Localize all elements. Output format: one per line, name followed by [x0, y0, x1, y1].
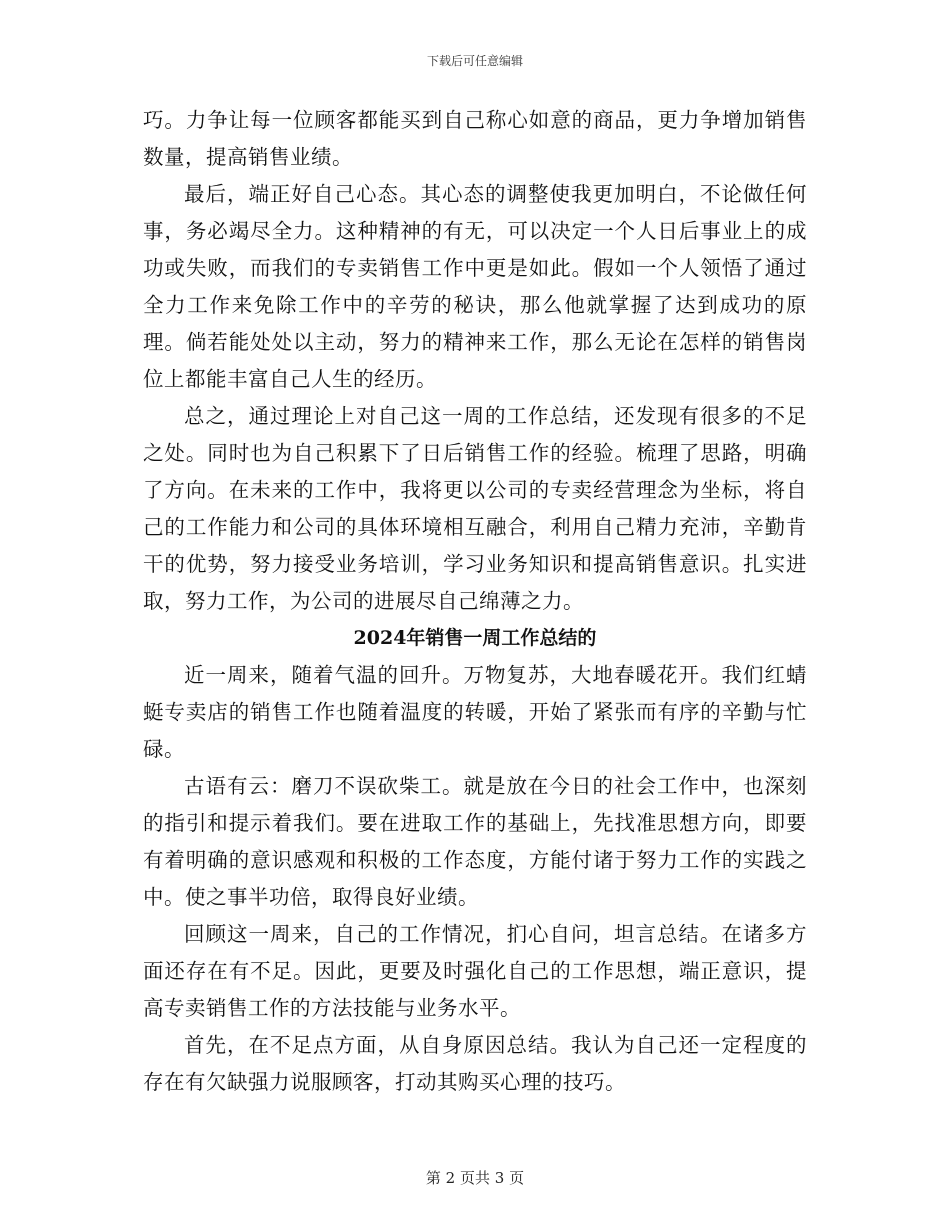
- paragraph: 回顾这一周来，自己的工作情况，扪心自问，坦言总结。在诸多方面还存在有不足。因此，更要及时强化自己的工作思想，端正意识，提高专卖销售工作的方法技能与业务水平。: [143, 922, 807, 1020]
- page-number-footer: 第 2 页共 3 页: [425, 1169, 525, 1187]
- section-title: 2024年销售一周工作总结的: [353, 627, 597, 649]
- paragraph: 最后，端正好自己心态。其心态的调整使我更加明白，不论做任何事，务必竭尽全力。这种精神的有无，可以决定一个人日后事业上的成功或失败，而我们的专卖销售工作中更是如此。假如一个人领悟了通过全力工作来免除工作中的辛劳的秘诀，那么他就掌握了达到成功的原理。倘若能处处以主动，努力的精神来工作，那么无论在怎样的销售岗位上都能丰富自己人生的经历。: [143, 182, 807, 391]
- paragraph: 总之，通过理论上对自己这一周的工作总结，还发现有很多的不足之处。同时也为自己积累下了日后销售工作的经验。梳理了思路，明确了方向。在未来的工作中，我将更以公司的专卖经营理念为坐标，将自己的工作能力和公司的具体环境相互融合，利用自己精力充沛，辛勤肯干的优势，努力接受业务培训，学习业务知识和提高销售意识。扎实进取，努力工作，为公司的进展尽自己绵薄之力。: [143, 404, 807, 613]
- paragraph: 首先，在不足点方面，从自身原因总结。我认为自己还一定程度的存在有欠缺强力说服顾客，打动其购买心理的技巧。: [143, 1033, 807, 1094]
- paragraph: 近一周来，随着气温的回升。万物复苏，大地春暖花开。我们红蜻蜓专卖店的销售工作也随着温度的转暖，开始了紧张而有序的辛勤与忙碌。: [143, 663, 807, 761]
- document-body: [143, 102, 807, 1101]
- paragraph: 古语有云：磨刀不误砍柴工。就是放在今日的社会工作中，也深刻的指引和提示着我们。要在进取工作的基础上，先找准思想方向，即要有着明确的意识感观和积极的工作态度，方能付诸于努力工作的实践之中。使之事半功倍，取得良好业绩。: [143, 774, 807, 909]
- page-header: 下载后可任意编辑: [426, 54, 523, 68]
- paragraph: 巧。力争让每一位顾客都能买到自己称心如意的商品，更力争增加销售数量，提高销售业绩。: [143, 108, 807, 169]
